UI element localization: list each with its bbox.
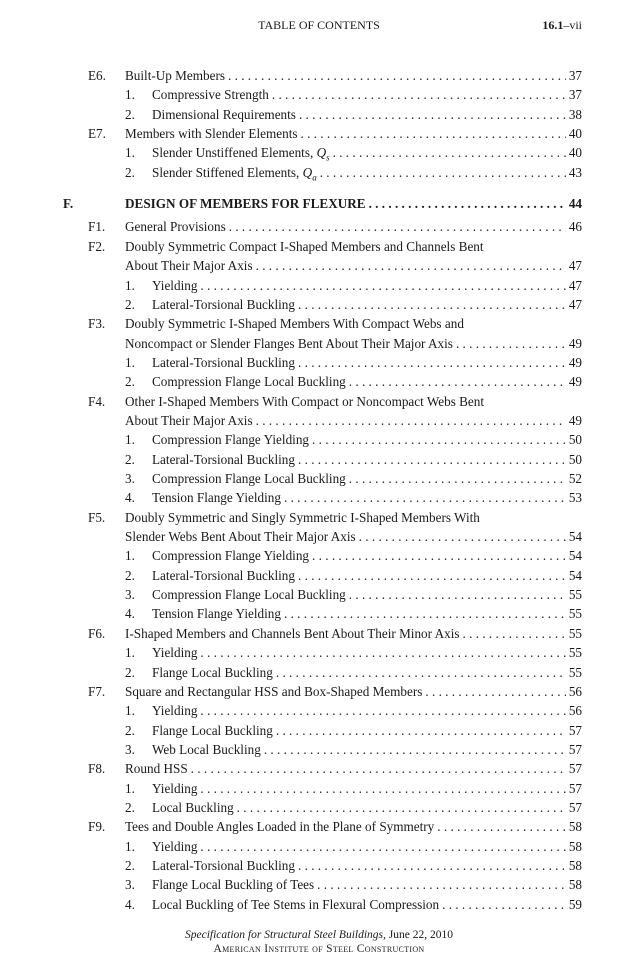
footer-line-1 xyxy=(0,928,638,942)
toc-section-entry xyxy=(88,624,582,643)
toc-dot-leader xyxy=(298,295,566,314)
toc-dot-leader xyxy=(359,527,566,546)
toc-page-number: 52 xyxy=(568,471,582,486)
toc-entry-number: 1. xyxy=(125,645,135,661)
toc-page-number: 37 xyxy=(568,87,582,103)
toc-page-number: 50 xyxy=(568,432,582,448)
toc-dot-leader xyxy=(276,721,566,740)
toc-dot-leader xyxy=(312,546,566,565)
toc-subsection-entry xyxy=(125,469,582,488)
toc-entry-title: Compressive Strength xyxy=(152,87,269,103)
toc-entry-number: 1. xyxy=(125,354,135,370)
toc-dot-leader xyxy=(437,817,566,836)
toc-subsection-entry xyxy=(125,105,582,124)
toc-subsection-entry xyxy=(125,604,582,623)
footer-publisher: American Institute of Steel Construction xyxy=(213,943,425,955)
toc-subsection-entry xyxy=(125,143,582,164)
toc-entry-title: Tees and Double Angles Loaded in the Plane of Symmetry xyxy=(125,819,435,835)
toc-page-number: 47 xyxy=(568,277,582,293)
toc-entry-number: F4. xyxy=(88,393,106,409)
toc-page-number: 58 xyxy=(568,819,582,835)
toc-section-entry xyxy=(88,508,582,527)
toc-entry-number: 2. xyxy=(125,664,135,680)
toc-entry-number: F3. xyxy=(88,316,106,332)
toc-entry-title: Doubly Symmetric and Singly Symmetric I-Shaped Members With xyxy=(125,509,480,525)
toc-page-number: 37 xyxy=(568,68,582,83)
toc-page-number: 38 xyxy=(568,106,582,122)
toc-entry-number: F7. xyxy=(88,683,106,699)
toc-dot-leader xyxy=(256,411,566,430)
toc-page-number: 44 xyxy=(568,196,582,212)
toc-dot-leader xyxy=(349,469,566,488)
toc-entry-number: 3. xyxy=(125,877,135,893)
toc-dot-leader xyxy=(298,450,566,469)
toc-dot-leader xyxy=(317,875,566,894)
toc-section-entry xyxy=(88,759,582,778)
page-header xyxy=(0,18,638,38)
toc-dot-leader xyxy=(200,779,565,798)
toc-page-number: 46 xyxy=(568,219,582,235)
toc-entry-title: General Provisions xyxy=(125,219,226,235)
toc-entry-title: Other I-Shaped Members With Compact or Noncompact Webs Bent xyxy=(125,393,485,409)
toc-entry-number: E6. xyxy=(88,68,106,83)
toc-page-number: 56 xyxy=(568,683,582,699)
toc-entry-title: Members with Slender Elements xyxy=(125,126,298,142)
toc-entry-number: 3. xyxy=(125,741,135,757)
toc-page-number: 57 xyxy=(568,799,582,815)
toc-subsection-entry xyxy=(125,85,582,104)
toc-subsection-entry xyxy=(125,837,582,856)
toc-entry-number: 1. xyxy=(125,548,135,564)
header-page-number xyxy=(542,18,582,33)
toc-page-number: 58 xyxy=(568,877,582,893)
toc-entry-title: Flange Local Buckling xyxy=(152,664,273,680)
toc-dot-leader xyxy=(299,105,566,124)
toc-dot-leader xyxy=(256,256,566,275)
toc-page-number: 57 xyxy=(568,780,582,796)
toc-entry-number: F6. xyxy=(88,625,106,641)
toc-dot-leader xyxy=(301,124,566,143)
toc-entry-number: 2. xyxy=(125,567,135,583)
toc-entry-title: Yielding xyxy=(152,838,198,854)
toc-dot-leader xyxy=(320,163,566,182)
toc-subsection-entry xyxy=(125,798,582,817)
toc-entry-title: Lateral-Torsional Buckling xyxy=(152,296,295,312)
toc-dot-leader xyxy=(284,488,566,507)
toc-entry-number: 3. xyxy=(125,587,135,603)
toc-subsection-entry xyxy=(125,585,582,604)
toc-entry-title: Slender Unstiffened Elements, $Q_s$ xyxy=(152,145,330,164)
toc-page-number: 55 xyxy=(568,625,582,641)
toc-entry-number: 2. xyxy=(125,722,135,738)
toc-page-number: 59 xyxy=(568,896,582,912)
toc-dot-leader xyxy=(191,759,566,778)
toc-dot-leader xyxy=(425,682,565,701)
toc-page-number: 55 xyxy=(568,645,582,661)
toc-section-entry xyxy=(125,411,582,430)
header-title: TABLE OF CONTENTS xyxy=(258,18,380,32)
toc-subsection-entry xyxy=(125,566,582,585)
toc-page-number: 54 xyxy=(568,567,582,583)
toc-entry-number: 4. xyxy=(125,490,135,506)
toc-subsection-entry xyxy=(125,488,582,507)
toc-page-number: 49 xyxy=(568,412,582,428)
toc-dot-leader xyxy=(200,701,565,720)
toc-dot-leader xyxy=(312,430,566,449)
toc-page-number: 57 xyxy=(568,722,582,738)
toc-dot-leader xyxy=(298,353,566,372)
toc-subsection-entry xyxy=(125,353,582,372)
toc-page-number: 47 xyxy=(568,296,582,312)
toc-section-entry xyxy=(88,66,582,85)
toc-entry-title: Compression Flange Local Buckling xyxy=(152,587,346,603)
page-footer xyxy=(0,928,638,956)
toc-entry-title: Lateral-Torsional Buckling xyxy=(152,567,295,583)
toc-subsection-entry xyxy=(125,875,582,894)
toc-entry-title: Lateral-Torsional Buckling xyxy=(152,858,295,873)
toc-page-number: 40 xyxy=(568,126,582,142)
toc-entry-title: Compression Flange Local Buckling xyxy=(152,374,346,390)
toc-page-number: 54 xyxy=(568,529,582,545)
toc-subsection-entry xyxy=(125,663,582,682)
toc-entry-number: F9. xyxy=(88,819,106,835)
toc-entry-number: 3. xyxy=(125,471,135,486)
toc-dot-leader xyxy=(200,643,565,662)
toc-page-number: 50 xyxy=(568,451,582,467)
toc-page-number: 47 xyxy=(568,258,582,274)
toc-page-number: 40 xyxy=(568,145,582,161)
toc-dot-leader xyxy=(349,585,566,604)
toc-page-number: 57 xyxy=(568,761,582,777)
footer-date: June 22, 2010 xyxy=(385,929,453,941)
toc-entry-title: Slender Stiffened Elements, $Q_a$ xyxy=(152,164,317,183)
toc-dot-leader xyxy=(200,837,565,856)
toc-subsection-entry xyxy=(125,701,582,720)
toc-page-number: 58 xyxy=(568,838,582,854)
toc-entry-title: Lateral-Torsional Buckling xyxy=(152,354,295,370)
toc-page-number: 49 xyxy=(568,374,582,390)
toc-page-number: 54 xyxy=(568,548,582,564)
toc-entry-title: Compression Flange Yielding xyxy=(152,432,310,448)
toc-entry-number: F. xyxy=(63,196,74,212)
toc-entry-number: 1. xyxy=(125,703,135,719)
toc-dot-leader xyxy=(456,334,566,353)
toc-entry-title: Yielding xyxy=(152,277,198,293)
toc-entry-title: Flange Local Buckling of Tees xyxy=(152,877,315,893)
toc-section-entry xyxy=(125,527,582,546)
toc-dot-leader xyxy=(276,663,566,682)
toc-entry-title: Noncompact or Slender Flanges Bent About Their Major Axis xyxy=(125,335,453,351)
toc-entry-number: 2. xyxy=(125,858,135,873)
toc-dot-leader xyxy=(369,194,566,213)
toc-subsection-entry xyxy=(125,779,582,798)
toc-entry-title: Lateral-Torsional Buckling xyxy=(152,451,295,467)
toc-entry-number: 2. xyxy=(125,106,135,122)
toc-entry-title: Flange Local Buckling xyxy=(152,722,273,738)
header-page-roman: –vii xyxy=(563,18,582,32)
toc-subsection-entry xyxy=(125,372,582,391)
toc-entry-number: 4. xyxy=(125,606,135,622)
toc-subsection-entry xyxy=(125,895,582,914)
toc-dot-leader xyxy=(228,66,566,85)
toc-dot-leader xyxy=(333,143,566,162)
toc-dot-leader xyxy=(272,85,566,104)
toc-entry-number: 4. xyxy=(125,896,135,912)
toc-entry-title: Local Buckling of Tee Stems in Flexural Compression xyxy=(152,896,440,912)
toc-entry-title: Round HSS xyxy=(125,761,188,777)
toc-dot-leader xyxy=(237,798,566,817)
toc-section-entry xyxy=(88,682,582,701)
toc-entry-number: 2. xyxy=(125,451,135,467)
toc-entry-title: Square and Rectangular HSS and Box-Shaped Members xyxy=(125,683,423,699)
toc-entry-title: Built-Up Members xyxy=(125,68,225,83)
toc-entry-title: Tension Flange Yielding xyxy=(152,606,281,622)
toc-entry-title: Web Local Buckling xyxy=(152,741,261,757)
toc-entry-title: Compression Flange Yielding xyxy=(152,548,310,564)
toc-subsection-entry xyxy=(125,856,582,875)
toc-entry-number: 2. xyxy=(125,296,135,312)
toc-entry-number: 1. xyxy=(125,838,135,854)
toc-page-number: 57 xyxy=(568,741,582,757)
toc-entry-title: Slender Webs Bent About Their Major Axis xyxy=(125,529,356,545)
toc-entry-number: F5. xyxy=(88,509,106,525)
toc-subsection-entry xyxy=(125,643,582,662)
toc-subsection-entry xyxy=(125,163,582,183)
toc-entry-title: Yielding xyxy=(152,645,198,661)
toc-entry-title: Yielding xyxy=(152,703,198,719)
toc-entry-number: 1. xyxy=(125,432,135,448)
toc-subsection-entry xyxy=(125,450,582,469)
toc-entry-title: Tension Flange Yielding xyxy=(152,490,281,506)
toc-dot-leader xyxy=(349,372,566,391)
toc-entry-title: Dimensional Requirements xyxy=(152,106,296,122)
toc-page-number: 55 xyxy=(568,587,582,603)
toc-page-number: 58 xyxy=(568,858,582,873)
toc-section-entry xyxy=(88,392,582,411)
toc-entry-title: Doubly Symmetric Compact I-Shaped Members and Channels Bent xyxy=(125,238,484,254)
toc-entry-number: F1. xyxy=(88,219,106,235)
toc-section-entry xyxy=(88,237,582,256)
toc-section-entry xyxy=(88,817,582,836)
toc-dot-leader xyxy=(284,604,566,623)
toc-chapter-entry xyxy=(63,194,582,213)
toc-page-number: 53 xyxy=(568,490,582,506)
toc-entry-number: 1. xyxy=(125,780,135,796)
toc-subsection-entry xyxy=(125,546,582,565)
toc-entry-number: 1. xyxy=(125,87,135,103)
toc-dot-leader xyxy=(298,856,566,875)
toc-page-number: 56 xyxy=(568,703,582,719)
toc-entry-number: 2. xyxy=(125,799,135,815)
toc-entry-number: F2. xyxy=(88,238,106,254)
toc-entry-title: I-Shaped Members and Channels Bent About Their Minor Axis xyxy=(125,625,460,641)
toc-page-number: 49 xyxy=(568,354,582,370)
toc-page-number: 55 xyxy=(568,664,582,680)
toc-dot-leader xyxy=(200,276,565,295)
toc-dot-leader xyxy=(442,895,566,914)
toc-section-entry xyxy=(125,334,582,353)
header-page-section: 16.1 xyxy=(542,18,564,32)
toc-entry-title: DESIGN OF MEMBERS FOR FLEXURE xyxy=(125,196,366,212)
toc-entry-title: About Their Major Axis xyxy=(125,412,253,428)
toc-entry-number: 1. xyxy=(125,145,135,161)
toc-dot-leader xyxy=(298,566,566,585)
toc-entry-number: E7. xyxy=(88,126,106,142)
toc-entry-title: Local Buckling xyxy=(152,799,234,815)
toc-section-entry xyxy=(88,217,582,236)
toc-entry-title: Doubly Symmetric I-Shaped Members With Compact Webs and xyxy=(125,316,464,332)
toc-entry-title: Compression Flange Local Buckling xyxy=(152,471,346,486)
toc-page-number: 55 xyxy=(568,606,582,622)
toc-entry-title: Yielding xyxy=(152,780,198,796)
toc-section-entry xyxy=(125,256,582,275)
footer-publication-title: Specification for Structural Steel Buildings, xyxy=(184,929,386,941)
toc-entry-title: About Their Major Axis xyxy=(125,258,253,274)
toc-subsection-entry xyxy=(125,740,582,759)
toc-subsection-entry xyxy=(125,721,582,740)
toc-section-entry xyxy=(88,124,582,143)
toc-subsection-entry xyxy=(125,295,582,314)
toc-entry-number: 1. xyxy=(125,277,135,293)
toc-page-number: 49 xyxy=(568,335,582,351)
toc-section-entry xyxy=(88,314,582,333)
toc-dot-leader xyxy=(463,624,566,643)
toc-entry-number: 2. xyxy=(125,164,135,180)
toc-dot-leader xyxy=(264,740,566,759)
toc-subsection-entry xyxy=(125,430,582,449)
toc-page-number: 43 xyxy=(568,164,582,180)
toc-dot-leader xyxy=(229,217,566,236)
toc-entry-number: 2. xyxy=(125,374,135,390)
toc-entry-number: F8. xyxy=(88,761,106,777)
toc-subsection-entry xyxy=(125,276,582,295)
